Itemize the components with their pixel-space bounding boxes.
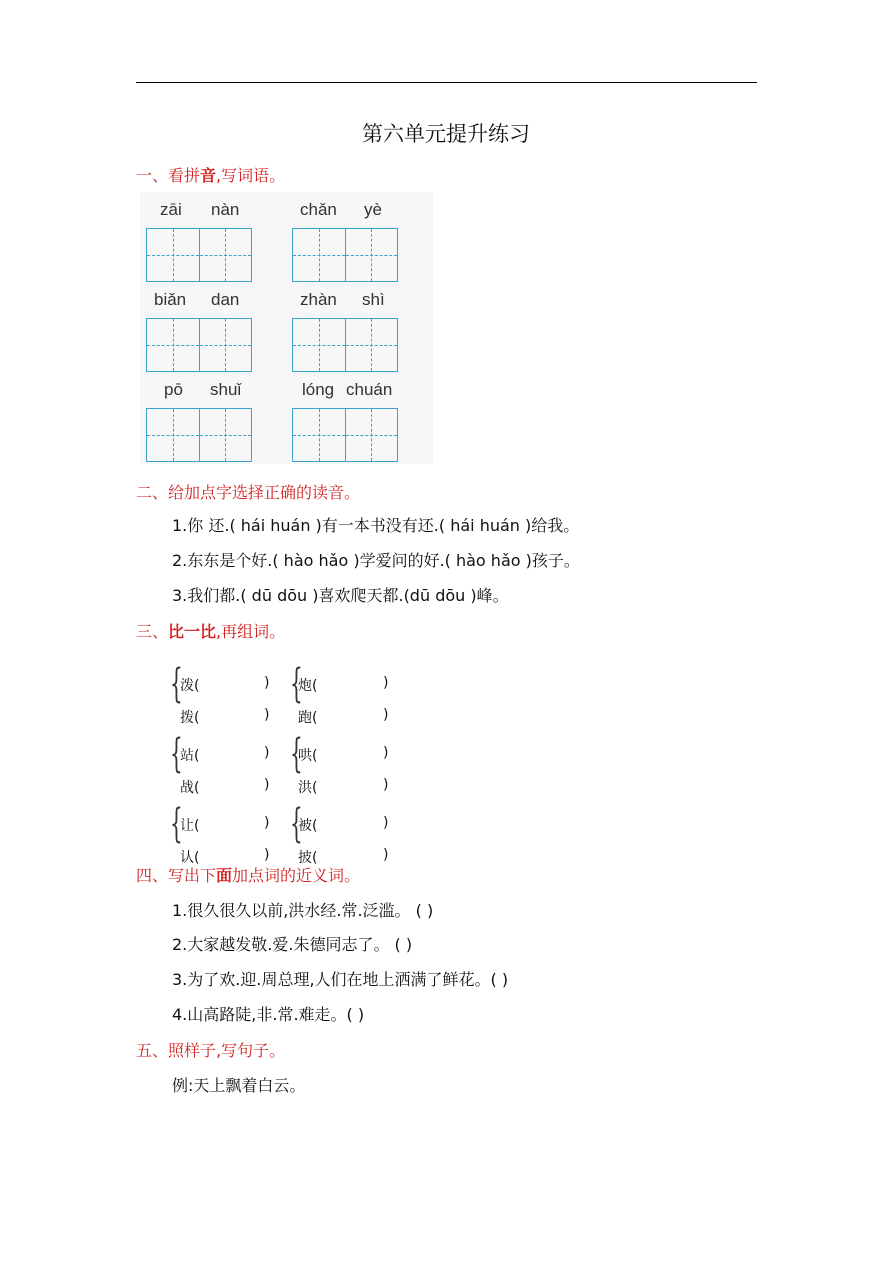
pinyin-syllable: zāi xyxy=(160,200,182,219)
compare-top: 站( xyxy=(180,748,200,764)
section-4-text-a: 写出下 xyxy=(168,866,217,885)
compare-top: 泼( xyxy=(180,678,200,694)
brace-icon: { xyxy=(290,661,303,707)
pinyin-grid-area xyxy=(140,192,433,464)
compare-close: ) xyxy=(264,777,270,793)
compare-close: ) xyxy=(383,745,389,761)
compare-close: ) xyxy=(264,815,270,831)
writing-boxes[interactable] xyxy=(146,318,252,372)
brace-icon: { xyxy=(170,731,183,777)
compare-bottom: 认( xyxy=(180,850,200,866)
q2-item-2: 2.东东是个好.( hào hǎo )学爱问的好.( hào hǎo )孩子。 xyxy=(172,551,580,570)
header-rule xyxy=(136,82,757,83)
pinyin-syllable: dan xyxy=(211,290,240,309)
writing-boxes[interactable] xyxy=(292,408,398,462)
section-1-text-c: ,写词语。 xyxy=(216,166,286,185)
brace-icon: { xyxy=(170,661,183,707)
compare-top: 炮( xyxy=(298,678,318,694)
section-2-number: 二、 xyxy=(136,483,169,502)
section-3-text-a: 比一比 xyxy=(168,622,217,641)
section-1-number: 一、 xyxy=(136,166,169,185)
section-4-text-b: 面 xyxy=(216,866,233,885)
compare-bottom: 拨( xyxy=(180,710,200,726)
pinyin-syllable: nàn xyxy=(211,200,240,219)
q4-item-3: 3.为了欢.迎.周总理,人们在地上洒满了鲜花。( ) xyxy=(172,970,509,989)
pinyin-syllable: yè xyxy=(364,200,382,219)
section-4-number: 四、 xyxy=(136,866,169,885)
compare-close: ) xyxy=(264,847,270,863)
section-3-text-b: ,再组词。 xyxy=(216,622,286,641)
compare-top: 哄( xyxy=(298,748,318,764)
compare-close: ) xyxy=(383,815,389,831)
pinyin-syllable: zhàn xyxy=(300,290,337,309)
section-3-number: 三、 xyxy=(136,622,169,641)
pinyin-pair-3 xyxy=(140,288,250,372)
pinyin-syllable: biǎn xyxy=(154,290,187,309)
brace-icon: { xyxy=(170,801,183,847)
pinyin-syllable: chuán xyxy=(346,380,393,399)
section-1-text-a: 看拼 xyxy=(168,166,201,185)
section-2-text: 给加点字选择正确的读音。 xyxy=(168,483,361,502)
compare-bottom: 披( xyxy=(298,850,318,866)
pinyin-pair-5 xyxy=(140,378,250,462)
pinyin-pair-1 xyxy=(140,198,250,282)
page-title: 第六单元提升练习 xyxy=(362,122,530,146)
q2-item-1: 1.你 还.( hái huán )有一本书没有还.( hái huán )给我。 xyxy=(172,516,580,535)
pinyin-pair-2 xyxy=(286,198,396,282)
section-5-heading xyxy=(136,1038,285,1061)
compare-close: ) xyxy=(264,745,270,761)
compare-bottom: 战( xyxy=(180,780,200,796)
compare-close: ) xyxy=(264,675,270,691)
pinyin-syllable: pō xyxy=(164,380,183,399)
q5-example: 例:天上飘着白云。 xyxy=(172,1076,306,1095)
pinyin-syllable: lóng xyxy=(302,380,335,399)
compare-close: ) xyxy=(383,777,389,793)
pinyin-syllable: shuǐ xyxy=(210,380,242,399)
q4-item-1: 1.很久很久以前,洪水经.常.泛滥。 ( ) xyxy=(172,901,434,920)
writing-boxes[interactable] xyxy=(292,318,398,372)
writing-boxes[interactable] xyxy=(146,228,252,282)
writing-boxes[interactable] xyxy=(146,408,252,462)
compare-bottom: 跑( xyxy=(298,710,318,726)
section-1-text-b: 音 xyxy=(200,166,217,185)
compare-top: 被( xyxy=(298,818,318,834)
section-1-heading xyxy=(136,163,285,186)
section-4-heading xyxy=(136,863,360,886)
pinyin-pair-4 xyxy=(286,288,396,372)
section-2-heading xyxy=(136,480,360,503)
writing-boxes[interactable] xyxy=(292,228,398,282)
brace-icon: { xyxy=(290,801,303,847)
q4-item-2: 2.大家越发敬.爱.朱德同志了。 ( ) xyxy=(172,935,413,954)
pinyin-syllable: chǎn xyxy=(300,200,337,219)
pinyin-pair-6 xyxy=(286,378,396,462)
section-5-text: 照样子,写句子。 xyxy=(168,1041,286,1060)
compare-close: ) xyxy=(383,847,389,863)
section-3-heading xyxy=(136,619,285,642)
compare-close: ) xyxy=(383,707,389,723)
q2-item-3: 3.我们都.( dū dōu )喜欢爬天都.(dū dōu )峰。 xyxy=(172,586,509,605)
compare-close: ) xyxy=(264,707,270,723)
compare-close: ) xyxy=(383,675,389,691)
section-5-number: 五、 xyxy=(136,1041,169,1060)
pinyin-syllable: shì xyxy=(362,290,385,309)
q4-item-4: 4.山高路陡,非.常.难走。( ) xyxy=(172,1005,365,1024)
brace-icon: { xyxy=(290,731,303,777)
compare-bottom: 洪( xyxy=(298,780,318,796)
section-4-text-c: 加点词的近义词。 xyxy=(232,866,361,885)
compare-top: 让( xyxy=(180,818,200,834)
